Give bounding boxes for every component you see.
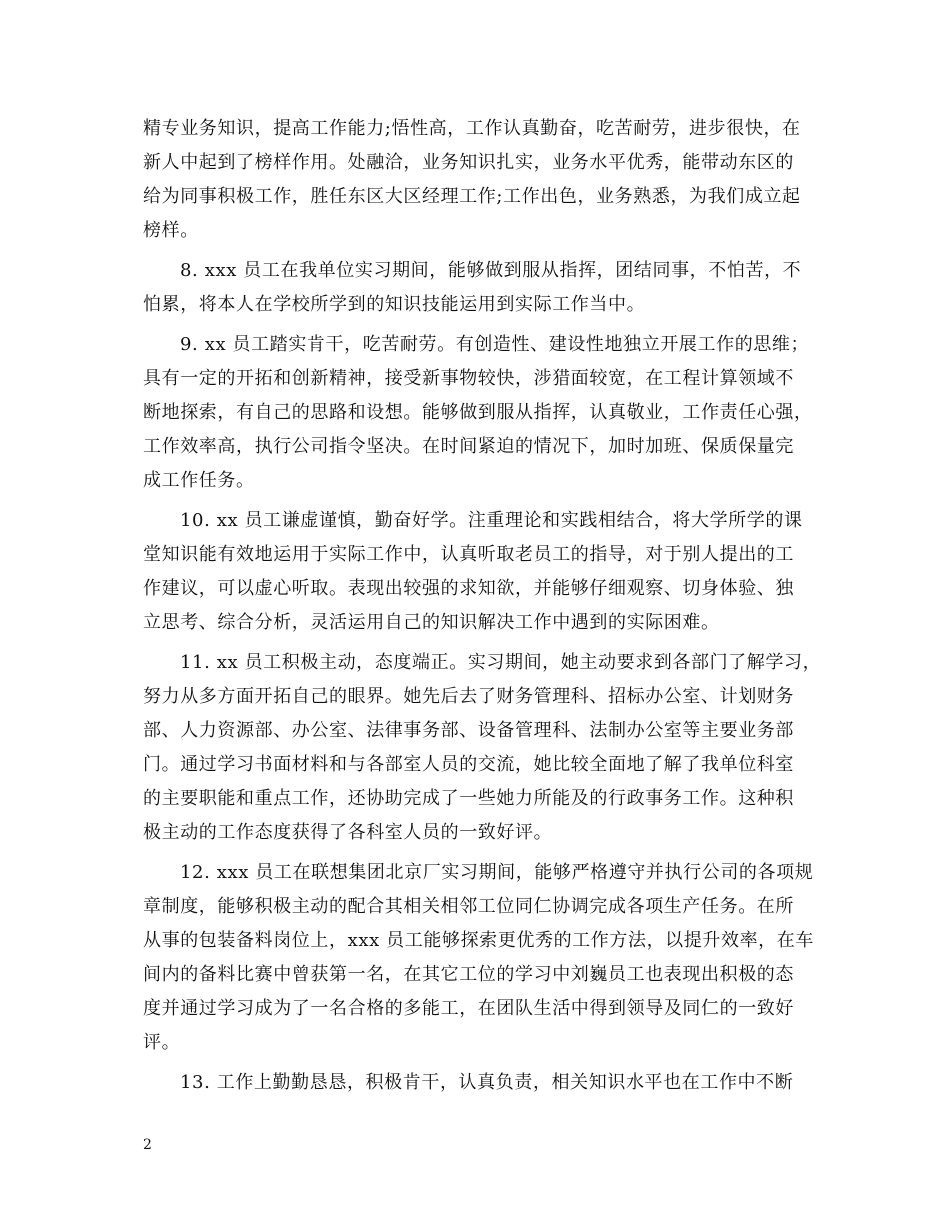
list-item-13-first-line: 13. 工作上勤勤恳恳，积极肯干，认真负责，相关知识水平也在工作中不断 — [180, 1072, 794, 1093]
text-line: 堂知识能有效地运用于实际工作中，认真听取老员工的指导，对于别人提出的工 — [143, 544, 794, 565]
text-line: 立思考、综合分析，灵活运用自己的知识解决工作中遇到的实际困难。 — [143, 612, 720, 633]
text-line: 间内的备料比赛中曾获第一名，在其它工位的学习中刘巍员工也表现出积极的态 — [143, 964, 794, 985]
text-line: 精专业务知识，提高工作能力;悟性高，工作认真勤奋，吃苦耐劳，进步很快，在 — [143, 118, 801, 139]
text-line: 从事的包装备料岗位上，xxx 员工能够探索更优秀的工作方法，以提升效率，在车 — [143, 930, 814, 951]
text-line: 怕累，将本人在学校所学到的知识技能运用到实际工作当中。 — [143, 294, 646, 315]
text-line: 极主动的工作态度获得了各科室人员的一致好评。 — [143, 822, 553, 843]
text-line: 评。 — [143, 1032, 181, 1053]
text-line: 断地探索，有自己的思路和设想。能够做到服从指挥，认真敬业，工作责任心强， — [143, 402, 813, 423]
page-number: 2 — [143, 1137, 152, 1153]
list-item-9-first-line: 9. xx 员工踏实肯干，吃苦耐劳。有创造性、建设性地独立开展工作的思维； — [180, 334, 810, 355]
text-line: 度并通过学习成为了一名合格的多能工，在团队生活中得到领导及同仁的一致好 — [143, 998, 794, 1019]
text-line: 章制度，能够积极主动的配合其相关相邻工位同仁协调完成各项生产任务。在所 — [143, 896, 794, 917]
text-line: 榜样。 — [143, 220, 199, 241]
list-item-12-first-line: 12. xxx 员工在联想集团北京厂实习期间，能够严格遵守并执行公司的各项规 — [180, 862, 814, 883]
text-line: 具有一定的开拓和创新精神，接受新事物较快，涉猎面较宽，在工程计算领域不 — [143, 368, 794, 389]
text-line: 成工作任务。 — [143, 470, 255, 491]
list-item-11-first-line: 11. xx 员工积极主动，态度端正。实习期间，她主动要求到各部门了解学习， — [180, 652, 822, 673]
text-line: 给为同事积极工作，胜任东区大区经理工作;工作出色，业务熟悉，为我们成立起 — [143, 186, 801, 207]
text-line: 部、人力资源部、办公室、法律事务部、设备管理科、法制办公室等主要业务部 — [143, 720, 794, 741]
list-item-8-first-line: 8. xxx 员工在我单位实习期间，能够做到服从指挥，团结同事，不怕苦，不 — [180, 260, 802, 281]
list-item-10-first-line: 10. xx 员工谦虚谨慎，勤奋好学。注重理论和实践相结合，将大学所学的课 — [180, 510, 803, 531]
document-body — [143, 112, 822, 1100]
text-line: 努力从多方面开拓自己的眼界。她先后去了财务管理科、招标办公室、计划财务 — [143, 686, 794, 707]
text-line: 作建议，可以虚心听取。表现出较强的求知欲，并能够仔细观察、切身体验、独 — [143, 578, 794, 599]
text-line: 新人中起到了榜样作用。处融洽，业务知识扎实，业务水平优秀，能带动东区的 — [143, 152, 794, 173]
text-line: 门。通过学习书面材料和与各部室人员的交流，她比较全面地了解了我单位科室 — [143, 754, 794, 775]
text-line: 的主要职能和重点工作，还协助完成了一些她力所能及的行政事务工作。这种积 — [143, 788, 794, 809]
text-line: 工作效率高，执行公司指令坚决。在时间紧迫的情况下，加时加班、保质保量完 — [143, 436, 794, 457]
